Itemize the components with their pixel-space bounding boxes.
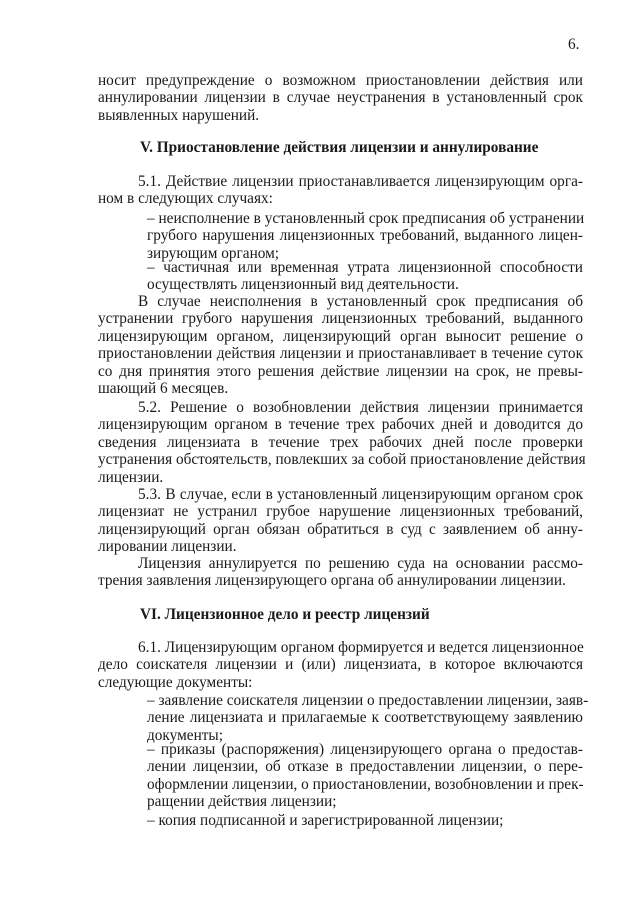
text-line: дело соискателя лицензии и (или) лицензиата, в которое включаются: [98, 656, 583, 674]
section-heading-v: V. Приостановление действия лицензии и аннулирование: [140, 139, 539, 156]
paragraph: [98, 293, 583, 397]
text-line: лировании лицензии.: [98, 538, 237, 556]
text-line: оформлении лицензии, о приостановлении, возобновлении и прек-: [147, 775, 584, 793]
text-line: грубого нарушения лицензионных требований, выданного лицен-: [147, 227, 583, 245]
text-line: устранения обстоятельств, повлекших за собой приостановление действия: [98, 451, 586, 469]
text-line: 5.2. Решение о возобновлении действия лицензии принимается: [138, 399, 583, 416]
text-line: ление лицензиата и прилагаемые к соответствующему заявлению: [147, 709, 583, 727]
text-line: со дня принятия этого решения действие лицензии на срок, не превы-: [98, 362, 583, 380]
list-item: [147, 812, 583, 829]
text-line: – копия подписанной и зарегистрированной лицензии;: [147, 812, 504, 829]
text-line: В случае неисполнения в установленный срок предписания об: [138, 293, 583, 310]
list-item: [147, 692, 589, 744]
paragraph-continuation: [98, 72, 583, 124]
text-line: лицензирующий орган обязан обратиться в суд с заявлением об анну-: [98, 520, 583, 538]
paragraph-5-2: [98, 399, 586, 486]
list-item: [147, 741, 583, 811]
text-line: – приказы (распоряжения) лицензирующего органа о предостав-: [147, 741, 583, 758]
text-line: выявленных нарушений.: [98, 106, 260, 124]
text-line: следующие документы:: [98, 673, 253, 691]
page-number: 6.: [568, 36, 580, 53]
text-line: устранении грубого нарушения лицензионных требований, выданного: [98, 310, 583, 328]
text-line: носит предупреждение о возможном приостановлении действия или: [98, 72, 583, 89]
text-line: зирующим органом;: [147, 244, 280, 262]
paragraph: [98, 555, 583, 590]
text-line: лицензии.: [98, 468, 164, 486]
text-line: осуществлять лицензионный вид деятельности.: [147, 276, 459, 294]
paragraph-5-3: [98, 486, 583, 556]
text-line: документы;: [147, 726, 223, 744]
section-heading-vi: VI. Лицензионное дело и реестр лицензий: [140, 606, 430, 623]
text-line: – неисполнение в установленный срок предписания об устранении: [147, 210, 585, 227]
text-line: шающий 6 месяцев.: [98, 379, 229, 397]
text-line: ращении действия лицензии;: [147, 793, 337, 811]
text-line: аннулировании лицензии в случае неустранения в установленный срок: [98, 89, 583, 107]
list-item: [147, 210, 583, 262]
text-line: 5.3. В случае, если в установленный лицензирующим органом срок: [138, 486, 583, 503]
text-line: лении лицензии, об отказе в предоставлении лицензии, о пере-: [147, 758, 583, 776]
text-line: трения заявления лицензирующего органа об аннулировании лицензии.: [98, 572, 566, 590]
text-line: 6.1. Лицензирующим органом формируется и ведется лицензионное: [138, 639, 584, 656]
text-line: лицензирующим органом, лицензирующий орган выносит решение о: [98, 327, 583, 345]
paragraph-5-1: [98, 173, 583, 208]
text-line: – частичная или временная утрата лицензионной способности: [147, 259, 583, 276]
text-line: Лицензия аннулируется по решению суда на основании рассмо-: [138, 555, 583, 572]
text-line: сведения лицензиата в течение трех рабочих дней после проверки: [98, 433, 583, 451]
text-line: ном в следующих случаях:: [98, 190, 273, 208]
text-line: 5.1. Действие лицензии приостанавливается лицензирующим орга-: [138, 173, 583, 190]
list-item: [147, 259, 583, 294]
text-line: лицензиат не устранил грубое нарушение лицензионных требований,: [98, 503, 583, 521]
text-line: – заявление соискателя лицензии о предоставлении лицензии, заяв-: [147, 692, 589, 709]
text-line: лицензирующим органом в течение трех рабочих дней и доводится до: [98, 416, 583, 434]
text-line: приостановлении действия лицензии и приостанавливает в течение суток: [98, 345, 583, 363]
paragraph-6-1: [98, 639, 583, 691]
